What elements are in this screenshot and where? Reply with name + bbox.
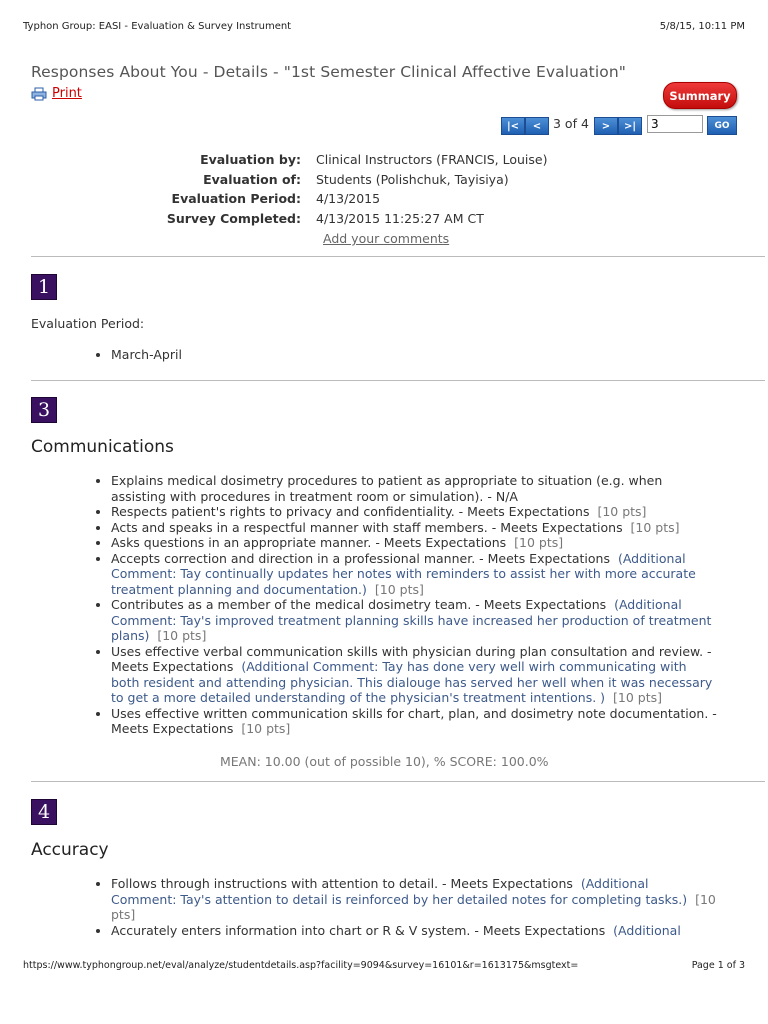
- list-item: • Acts and speaks in a respectful manner with staff members. - Meets Expectations [10 pts]: [111, 520, 717, 536]
- evaluation-period-label: Evaluation Period:: [171, 191, 301, 206]
- survey-completed-value: 4/13/2015 11:25:27 AM CT: [316, 211, 484, 226]
- next-page-button[interactable]: >: [594, 117, 618, 135]
- print-label[interactable]: Print: [52, 86, 82, 101]
- add-comments-link[interactable]: Add your comments: [323, 231, 450, 246]
- evaluation-of-label: Evaluation of:: [203, 172, 301, 187]
- evaluation-by-value: Clinical Instructors (FRANCIS, Louise): [316, 152, 548, 167]
- list-item: • Uses effective verbal communication skills with physician during plan consultation and review. - Meets Expectations (Additional Comment: Tay has done very well wirh communicating with both resident and attending physician. This dialouge has served her well when it was necessary to get a more detailed understanding of the physician's treatment intentions. ) [10 pts]: [111, 644, 717, 706]
- divider: [31, 380, 765, 381]
- print-header-datetime: 5/8/15, 10:11 PM: [659, 21, 745, 32]
- go-button[interactable]: GO: [707, 116, 737, 135]
- page-indicator: 3 of 4: [553, 116, 589, 131]
- print-header-title: Typhon Group: EASI - Evaluation & Survey Instrument: [23, 21, 292, 32]
- question-text: Evaluation Period:: [31, 316, 145, 331]
- list-item: • March-April: [111, 347, 717, 363]
- survey-completed-label: Survey Completed:: [166, 211, 301, 226]
- divider: [31, 781, 765, 782]
- evaluation-period-value: 4/13/2015: [316, 191, 381, 206]
- mean-score: MEAN: 10.00 (out of possible 10), % SCORE: 100.0%: [220, 754, 549, 769]
- list-item: • Accurately enters information into chart or R & V system. - Meets Expectations (Additional: [111, 923, 717, 939]
- accuracy-list: [94, 876, 717, 938]
- question-number-badge: 4: [31, 799, 57, 825]
- list-item: • Contributes as a member of the medical dosimetry team. - Meets Expectations (Additional Comment: Tay's improved treatment planning skills have increased her production of treatment plans) [10 pts]: [111, 597, 717, 644]
- evaluation-by-label: Evaluation by:: [200, 152, 301, 167]
- first-page-button[interactable]: |<: [501, 117, 525, 135]
- last-page-button[interactable]: >|: [618, 117, 642, 135]
- summary-button[interactable]: Summary: [663, 82, 737, 109]
- communications-list: [94, 473, 717, 737]
- print-footer-page: Page 1 of 3: [691, 960, 745, 971]
- list-item: • Accepts correction and direction in a professional manner. - Meets Expectations (Additional Comment: Tay continually updates her notes with reminders to assist her with more accurate treatment planning and documentation.) [10 pts]: [111, 551, 717, 598]
- print-footer-url: https://www.typhongroup.net/eval/analyze/studentdetails.asp?facility=9094&survey=16101&r=1613175&msgtext=: [23, 960, 579, 971]
- list-item: • Respects patient's rights to privacy and confidentiality. - Meets Expectations [10 pts]: [111, 504, 717, 520]
- section-title-communications: Communications: [31, 437, 174, 457]
- question-number-badge: 3: [31, 397, 57, 423]
- section-title-accuracy: Accuracy: [31, 840, 109, 860]
- page-title: Responses About You - Details - "1st Semester Clinical Affective Evaluation": [31, 63, 626, 81]
- evaluation-of-value: Students (Polishchuk, Tayisiya): [316, 172, 509, 187]
- print-link[interactable]: [31, 86, 82, 101]
- list-item: • Asks questions in an appropriate manner. - Meets Expectations [10 pts]: [111, 535, 717, 551]
- answer-list: [94, 347, 717, 363]
- divider: [31, 256, 765, 257]
- question-number-badge: 1: [31, 274, 57, 300]
- list-item: • Follows through instructions with attention to detail. - Meets Expectations (Additional Comment: Tay's attention to detail is reinforced by her detailed notes for completing tasks.) [10 pts]: [111, 876, 717, 923]
- list-item: • Uses effective written communication skills for chart, plan, and dosimetry note documentation. - Meets Expectations [10 pts]: [111, 706, 717, 737]
- prev-page-button[interactable]: <: [525, 117, 549, 135]
- printer-icon: [31, 87, 47, 101]
- page-number-input[interactable]: [647, 115, 703, 133]
- list-item: • Explains medical dosimetry procedures to patient as appropriate to situation (e.g. when assisting with procedures in treatment room or simulation). - N/A: [111, 473, 717, 504]
